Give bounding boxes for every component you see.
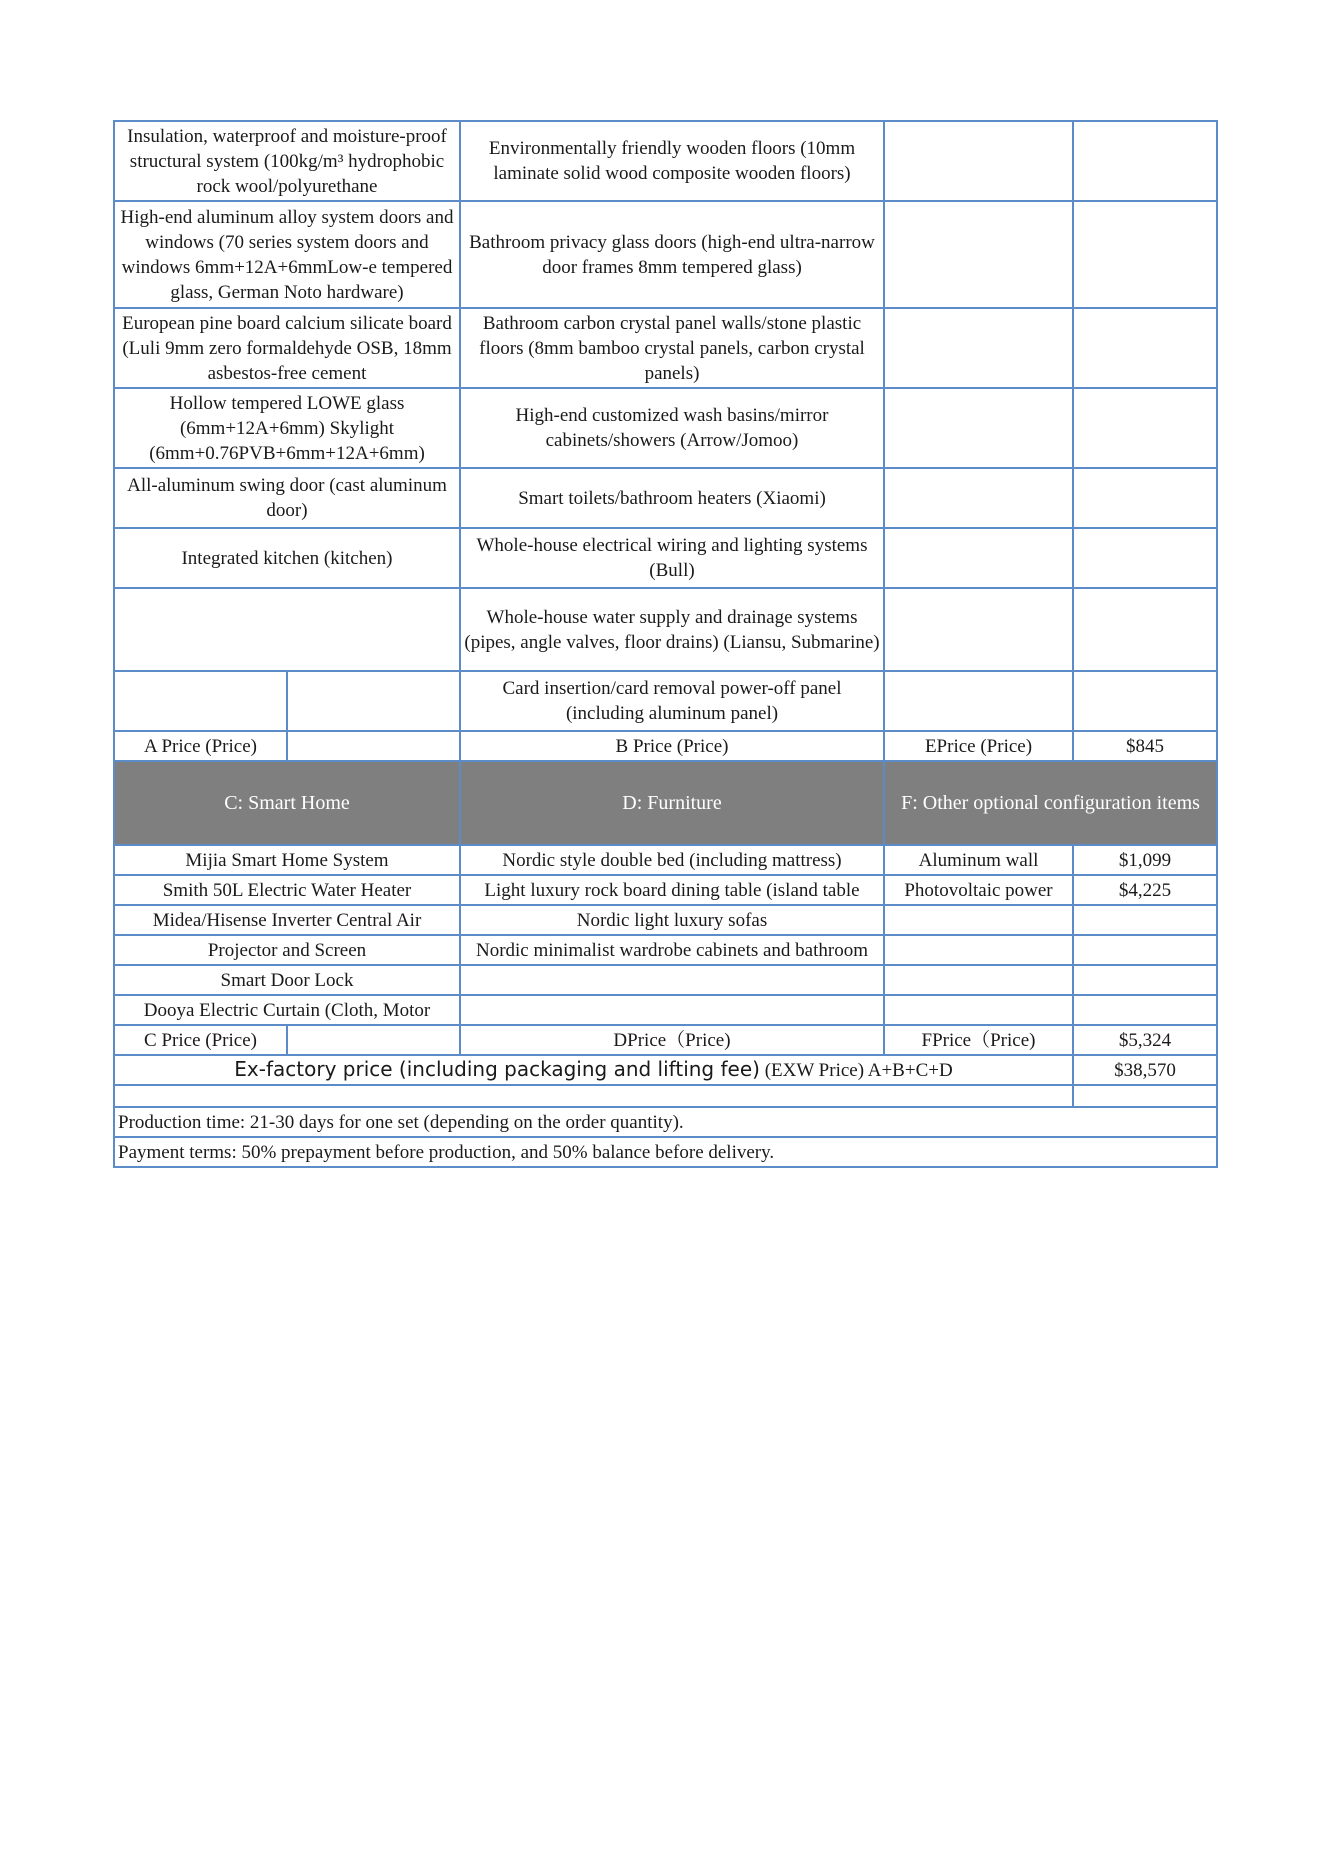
table-row	[114, 388, 1217, 468]
f-item-price	[1073, 965, 1217, 995]
c-price-value	[287, 1025, 460, 1055]
price-row-ab	[114, 731, 1217, 761]
d-item: Nordic style double bed (including mattress)	[460, 845, 884, 875]
section-header-d: D: Furniture	[460, 761, 884, 845]
d-item	[460, 995, 884, 1025]
config-b-item: Environmentally friendly wooden floors (10mm laminate solid wood composite wooden floors)	[460, 121, 884, 201]
config-a-item: European pine board calcium silicate board (Luli 9mm zero formaldehyde OSB, 18mm asbestos-free cement	[114, 308, 460, 388]
empty-cell	[114, 671, 287, 731]
config-b-item: Bathroom privacy glass doors (high-end ultra-narrow door frames 8mm tempered glass)	[460, 201, 884, 308]
empty-cell	[884, 201, 1073, 308]
empty-cell	[1073, 121, 1217, 201]
empty-cell	[1073, 1085, 1217, 1107]
table-row	[114, 965, 1217, 995]
c-item: Smart Door Lock	[114, 965, 460, 995]
c-item: Smith 50L Electric Water Heater	[114, 875, 460, 905]
table-row	[114, 671, 1217, 731]
empty-cell	[1073, 671, 1217, 731]
empty-cell	[1073, 588, 1217, 671]
section-header-row	[114, 761, 1217, 845]
config-a-item: Hollow tempered LOWE glass (6mm+12A+6mm) Skylight (6mm+0.76PVB+6mm+12A+6mm)	[114, 388, 460, 468]
f-item	[884, 935, 1073, 965]
section-header-f: F: Other optional configuration items	[884, 761, 1217, 845]
payment-terms-note: Payment terms: 50% prepayment before production, and 50% balance before delivery.	[114, 1137, 1217, 1167]
empty-cell	[1073, 468, 1217, 528]
production-time-note: Production time: 21-30 days for one set (depending on the order quantity).	[114, 1107, 1217, 1137]
empty-cell	[884, 388, 1073, 468]
empty-cell	[287, 671, 460, 731]
empty-cell	[1073, 528, 1217, 588]
empty-cell	[884, 671, 1073, 731]
table-row	[114, 528, 1217, 588]
config-b-item: Whole-house water supply and drainage systems (pipes, angle valves, floor drains) (Liansu, Submarine)	[460, 588, 884, 671]
a-price-value	[287, 731, 460, 761]
c-item: Projector and Screen	[114, 935, 460, 965]
d-price-label: DPrice（Price)	[460, 1025, 884, 1055]
empty-cell	[114, 1085, 1073, 1107]
exw-label-suffix: (EXW Price) A+B+C+D	[764, 1060, 953, 1081]
exw-label-main: Ex-factory price (including packaging and lifting fee)	[234, 1057, 760, 1081]
f-item-price	[1073, 995, 1217, 1025]
table-row	[114, 845, 1217, 875]
f-item	[884, 995, 1073, 1025]
c-item: Dooya Electric Curtain (Cloth, Motor	[114, 995, 460, 1025]
d-item: Light luxury rock board dining table (island table	[460, 875, 884, 905]
empty-cell	[1073, 388, 1217, 468]
config-a-item: High-end aluminum alloy system doors and windows (70 series system doors and windows 6mm+12A+6mmLow-e tempered glass, German Noto hardware)	[114, 201, 460, 308]
table-row	[114, 308, 1217, 388]
config-b-item: Smart toilets/bathroom heaters (Xiaomi)	[460, 468, 884, 528]
c-item: Mijia Smart Home System	[114, 845, 460, 875]
config-b-item: Whole-house electrical wiring and lighting systems (Bull)	[460, 528, 884, 588]
empty-cell	[884, 528, 1073, 588]
e-price-label: EPrice (Price)	[884, 731, 1073, 761]
f-item	[884, 965, 1073, 995]
exw-price-value: $38,570	[1073, 1055, 1217, 1085]
empty-cell	[884, 468, 1073, 528]
e-price-value: $845	[1073, 731, 1217, 761]
f-price-label: FPrice（Price)	[884, 1025, 1073, 1055]
c-item: Midea/Hisense Inverter Central Air	[114, 905, 460, 935]
section-header-c: C: Smart Home	[114, 761, 460, 845]
f-item-price: $4,225	[1073, 875, 1217, 905]
empty-cell	[884, 121, 1073, 201]
table-row	[114, 201, 1217, 308]
table-row	[114, 121, 1217, 201]
note-row	[114, 1137, 1217, 1167]
d-item: Nordic light luxury sofas	[460, 905, 884, 935]
d-item: Nordic minimalist wardrobe cabinets and bathroom	[460, 935, 884, 965]
f-price-value: $5,324	[1073, 1025, 1217, 1055]
f-item-price	[1073, 905, 1217, 935]
empty-cell	[1073, 201, 1217, 308]
config-a-item: All-aluminum swing door (cast aluminum door)	[114, 468, 460, 528]
d-item	[460, 965, 884, 995]
empty-cell	[1073, 308, 1217, 388]
f-item: Photovoltaic power	[884, 875, 1073, 905]
f-item: Aluminum wall	[884, 845, 1073, 875]
empty-cell	[884, 308, 1073, 388]
empty-cell	[884, 588, 1073, 671]
b-price-label: B Price (Price)	[460, 731, 884, 761]
f-item-price: $1,099	[1073, 845, 1217, 875]
config-b-item: Card insertion/card removal power-off panel (including aluminum panel)	[460, 671, 884, 731]
config-b-item: Bathroom carbon crystal panel walls/stone plastic floors (8mm bamboo crystal panels, carbon crystal panels)	[460, 308, 884, 388]
config-a-item: Integrated kitchen (kitchen)	[114, 528, 460, 588]
config-b-item: High-end customized wash basins/mirror cabinets/showers (Arrow/Jomoo)	[460, 388, 884, 468]
f-item	[884, 905, 1073, 935]
table-row	[114, 875, 1217, 905]
config-a-item	[114, 588, 460, 671]
price-row-cdf	[114, 1025, 1217, 1055]
exw-price-label	[114, 1055, 1073, 1085]
spacer-row	[114, 1085, 1217, 1107]
table-row	[114, 905, 1217, 935]
config-a-item: Insulation, waterproof and moisture-proof structural system (100kg/m³ hydrophobic rock wool/polyurethane	[114, 121, 460, 201]
note-row	[114, 1107, 1217, 1137]
quotation-table	[113, 120, 1218, 1168]
table-row	[114, 995, 1217, 1025]
a-price-label: A Price (Price)	[114, 731, 287, 761]
table-row	[114, 935, 1217, 965]
f-item-price	[1073, 935, 1217, 965]
exw-price-row	[114, 1055, 1217, 1085]
table-row	[114, 588, 1217, 671]
table-row	[114, 468, 1217, 528]
c-price-label: C Price (Price)	[114, 1025, 287, 1055]
